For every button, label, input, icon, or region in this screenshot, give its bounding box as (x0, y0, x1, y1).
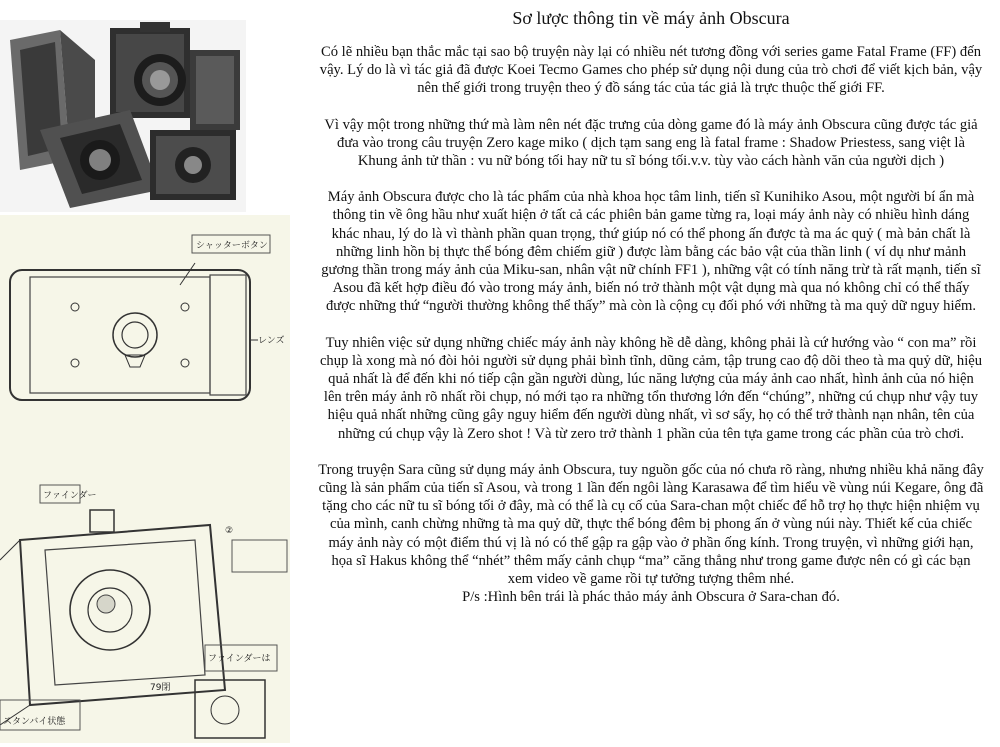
label-lens: レンズ (258, 336, 285, 346)
paragraph-sara-camera: Trong truyện Sara cũng sử dụng máy ảnh Obscura, tuy nguồn gốc của nó chưa rõ ràng, nhưng nhiều khả năng đây cũng là sản phẩm của tiến sĩ Asou, và trong 1 lần đến ngôi làng Karasawa để tìm hiểu về vùng núi Kegare, ông đã tặng cho các nữ tu sĩ bóng tối ở đây, mà có thể là cụ cố của Sara-chan một chiếc để hỗ trợ họ thực hiện nhiệm vụ của mình, canh chừng những tà ma quỷ dữ, thực thể bóng đêm bị phong ấn ở vùng núi này. Thiết kế của chiếc máy ảnh này có một điểm thú vị là nó có thể gập ra gập vào ở phần ống kính. Trong truyện, vì những giới hạn, họa sĩ Hakus không thể “nhét” thêm mấy cảnh chụp “ma” căng thẳng như trong game được nên có gì các bạn xem video về game rồi tự tưởng tượng thêm nhé. (318, 461, 984, 588)
label-circle-number: ② (225, 526, 234, 536)
label-page-mark: 79閉 (150, 683, 171, 693)
camera-sketch-front-art (0, 215, 290, 440)
label-finder-note: ファインダーは (208, 654, 271, 664)
label-finder: ファインダー (43, 491, 97, 501)
article (318, 6, 984, 606)
camera-photo-art (0, 20, 246, 212)
paragraph-obscura-origin: Máy ảnh Obscura được cho là tác phẩm của nhà khoa học tâm linh, tiến sĩ Kunihiko Asou, một người bí ẩn mà thông tin về ông hầu như xuất hiện ở tất cả các phiên bản game từng ra, loại máy ảnh này có nhiều hình dáng khác nhau, lý do là vì thành phần quan trọng, thứ giúp nó có thể phong ấn được tà ma ác quỷ ( mà bản chất là những linh hồn bị thực thể bóng đêm chiếm giữ ) được làm bằng các bảo vật của thần linh ( ví dụ như mảnh gương thần trong máy ảnh của Miku-san, nhân vật nữ chính FF1 ), những vật có tính năng trừ tà rất mạnh, tiến sĩ Asou đã kết hợp điều đó vào trong máy ảnh, biến nó trở thành một vật dụng mà qua nó không chỉ có thể thấy được những thứ “người thường không thể thấy” mà còn là cộng cụ đối phó với những tà ma quỷ dữ nguy hiểm. (321, 189, 981, 315)
article-title: Sơ lược thông tin về máy ảnh Obscura (512, 8, 790, 28)
paragraph-intro: Có lẽ nhiều bạn thắc mắc tại sao bộ truyện này lại có nhiều nét tương đồng với series game Fatal Frame (FF) đến vậy. Lý do là vì tác giả đã được Koei Tecmo Games cho phép sử dụng nội dung của trò chơi để viết kịch bản, vậy nên thế giới trong truyện theo ý đồ sáng tác của tác giả là trực thuộc thế giới FF. (319, 44, 983, 97)
left-illustrations (0, 0, 290, 743)
camera-sketch-open (0, 440, 290, 743)
postscript: P/s :Hình bên trái là phác thảo máy ảnh Obscura ở Sara-chan đó. (462, 589, 840, 606)
camera-photo (0, 20, 246, 212)
label-shutter-button: シャッターボタン (196, 241, 268, 251)
camera-sketch-open-art (0, 440, 290, 743)
paragraph-obscura-intro: Vì vậy một trong những thứ mà làm nên nét đặc trưng của dòng game đó là máy ảnh Obscura cũng được tác giả đưa vào trong câu truyện Zero kage miko ( dịch tạm sang eng là fatal frame : Shadow Priestess, sang việt là Khung ảnh tử thần : vu nữ bóng tối hay nữ tu sĩ bóng tối.v.v. tùy vào cách hành văn của người dịch ) (324, 116, 978, 170)
label-standby-note: スタンバイ状態 (3, 717, 66, 727)
camera-sketch-front (0, 215, 290, 440)
paragraph-zero-shot: Tuy nhiên việc sử dụng những chiếc máy ảnh này không hề dễ dàng, không phải là cứ hướng vào “ con ma” rồi chụp là xong mà nó đòi hỏi người sử dụng phải bình tĩnh, dũng cảm, tập trung cao độ dõi theo tà ma quỷ dữ, hiệu quả nhất là để đến khi nó tiếp cận gần người dùng, lúc năng lượng của máy ảnh cao nhất, hình ảnh của nó hiện lên trên máy ảnh rõ nhất rồi chụp, nó mới tạo ra những tổn thương lớn đến “chúng”, những cú chụp như vậy tuy hiệu quả nhất những cũng gây nguy hiểm đến người dùng nhất, vì sơ sẩy, họ có thể trở thành nạn nhân, tên của những cú chụp vậy là Zero shot ! Và từ zero trở thành 1 phần của tên tựa game trong các phần của trò chơi. (319, 334, 983, 442)
